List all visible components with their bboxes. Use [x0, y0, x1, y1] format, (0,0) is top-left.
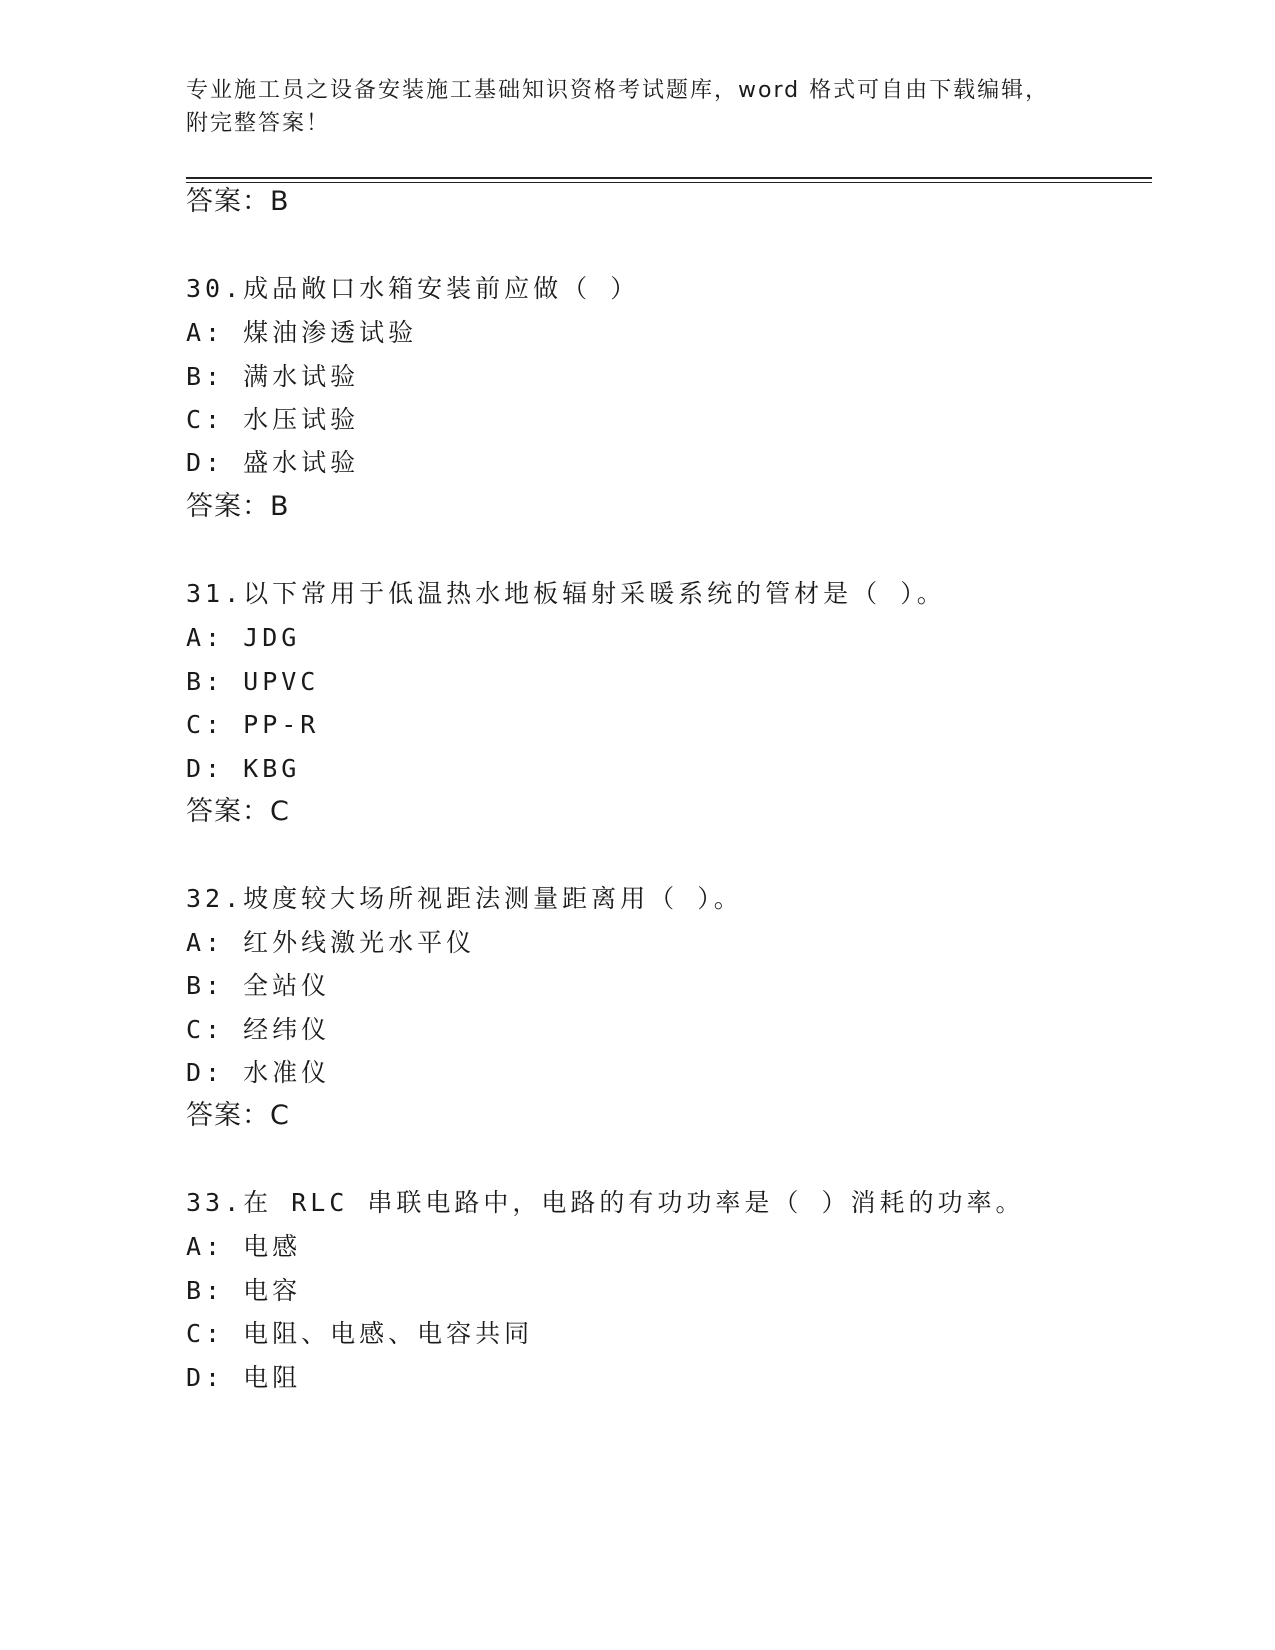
question-31-option-b: B: UPVC	[186, 667, 320, 696]
answer-30: 答案：B	[186, 491, 290, 522]
question-32-option-c: C: 经纬仪	[186, 1015, 331, 1044]
question-31-option-d: D: KBG	[186, 754, 301, 783]
question-33-option-c: C: 电阻、电感、电容共同	[186, 1319, 534, 1348]
question-31: 31.以下常用于低温热水地板辐射采暖系统的管材是（ ）。	[186, 579, 946, 608]
question-33: 33.在 RLC 串联电路中，电路的有功功率是（ ）消耗的功率。	[186, 1188, 1025, 1217]
header-divider-thick	[186, 177, 1152, 179]
question-32-option-b: B: 全站仪	[186, 971, 331, 1000]
question-31-option-c: C: PP-R	[186, 710, 320, 739]
question-30-option-c: C: 水压试验	[186, 405, 360, 434]
question-30-option-d: D: 盛水试验	[186, 448, 360, 477]
question-30-option-a: A: 煤油渗透试验	[186, 318, 418, 347]
question-32: 32.坡度较大场所视距法测量距离用（ ）。	[186, 884, 743, 913]
answer-32: 答案：C	[186, 1100, 290, 1131]
question-33-option-b: B: 电容	[186, 1276, 302, 1305]
document-header	[186, 74, 1066, 140]
question-31-option-a: A: JDG	[186, 623, 301, 652]
header-line-1: 专业施工员之设备安装施工基础知识资格考试题库，word 格式可自由下载编辑，	[186, 78, 1050, 103]
question-32-option-d: D: 水准仪	[186, 1058, 331, 1087]
question-33-option-a: A: 电感	[186, 1232, 302, 1261]
header-divider-thin	[186, 182, 1152, 183]
answer-29: 答案：B	[186, 186, 290, 217]
header-line-2: 附完整答案！	[186, 111, 331, 136]
question-32-option-a: A: 红外线激光水平仪	[186, 928, 476, 957]
question-30: 30.成品敞口水箱安装前应做（ ）	[186, 274, 640, 303]
question-33-option-d: D: 电阻	[186, 1363, 302, 1392]
answer-31: 答案：C	[186, 796, 290, 827]
question-30-option-b: B: 满水试验	[186, 362, 360, 391]
